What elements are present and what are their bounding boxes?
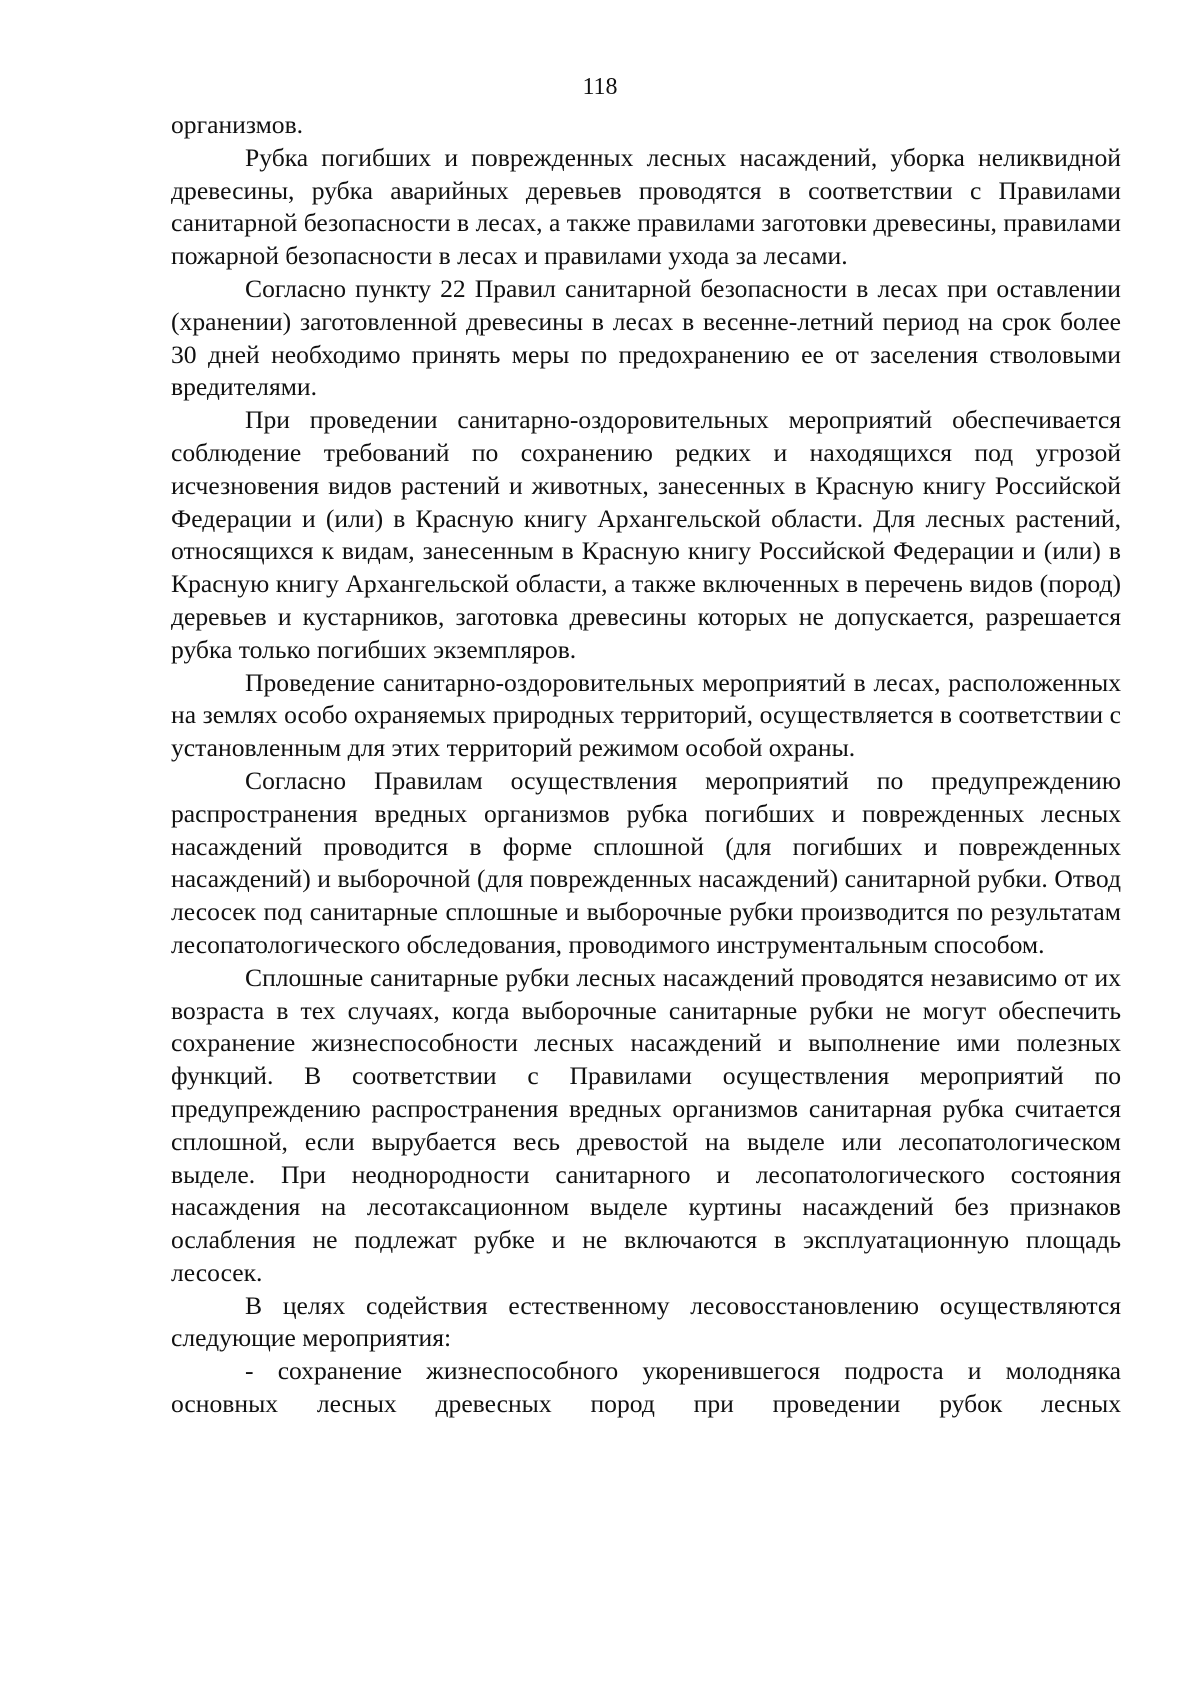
paragraph: Рубка погибших и поврежденных лесных насаждений, уборка неликвидной древесины, рубка аварийных деревьев проводятся в соответствии с Правилами санитарной безопасности в лесах, а также правилами заготовки древесины, правилами пожарной безопасности в лесах и правилами ухода за лесами.: [171, 142, 1121, 271]
paragraph: организмов.: [171, 110, 304, 139]
document-body: [171, 109, 1121, 1421]
paragraph: Согласно Правилам осуществления мероприятий по предупреждению распространения вредных организмов рубка погибших и поврежденных лесных насаждений проводится в форме сплошной (для погибших и поврежденных насаждений) и выборочной (для поврежденных насаждений) санитарной рубки. Отвод лесосек под санитарные сплошные и выборочные рубки производится по результатам лесопатологического обследования, проводимого инструментальным способом.: [171, 765, 1121, 959]
list-item: - сохранение жизнеспособного укоренившегося подроста и молодняка основных лесных древесных пород при проведении рубок лесных: [171, 1356, 1121, 1419]
paragraph: При проведении санитарно-оздоровительных мероприятий обеспечивается соблюдение требований по сохранению редких и находящихся под угрозой исчезновения видов растений и животных, занесенных в Красную книгу Российской Федерации и (или) в Красную книгу Архангельской области. Для лесных растений, относящихся к видам, занесенным в Красную книгу Российской Федерации и (или) в Красную книгу Архангельской области, а также включенных в перечень видов (пород) деревьев и кустарников, заготовка древесины которых не допускается, разрешается рубка только погибших экземпляров.: [171, 405, 1121, 664]
paragraph: В целях содействия естественному лесовосстановлению осуществляются следующие мероприятия:: [171, 1290, 1121, 1353]
paragraph: Согласно пункту 22 Правил санитарной безопасности в лесах при оставлении (хранении) заготовленной древесины в лесах в весенне-летний период на срок более 30 дней необходимо принять меры по предохранению ее от заселения стволовыми вредителями.: [171, 273, 1121, 402]
paragraph: Проведение санитарно-оздоровительных мероприятий в лесах, расположенных на землях особо охраняемых природных территорий, осуществляется в соответствии с установленным для этих территорий режимом особой охраны.: [171, 667, 1121, 763]
page-number: 118: [582, 74, 618, 100]
paragraph: Сплошные санитарные рубки лесных насаждений проводятся независимо от их возраста в тех случаях, когда выборочные санитарные рубки не могут обеспечить сохранение жизнеспособности лесных насаждений и выполнение ими полезных функций. В соответствии с Правилами осуществления мероприятий по предупреждению распространения вредных организмов санитарная рубка считается сплошной, если вырубается весь древостой на выделе или лесопатологическом выделе. При неоднородности санитарного и лесопатологического состояния насаждения на лесотаксационном выделе куртины насаждений без признаков ослабления не подлежат рубке и не включаются в эксплуатационную площадь лесосек.: [171, 962, 1121, 1287]
